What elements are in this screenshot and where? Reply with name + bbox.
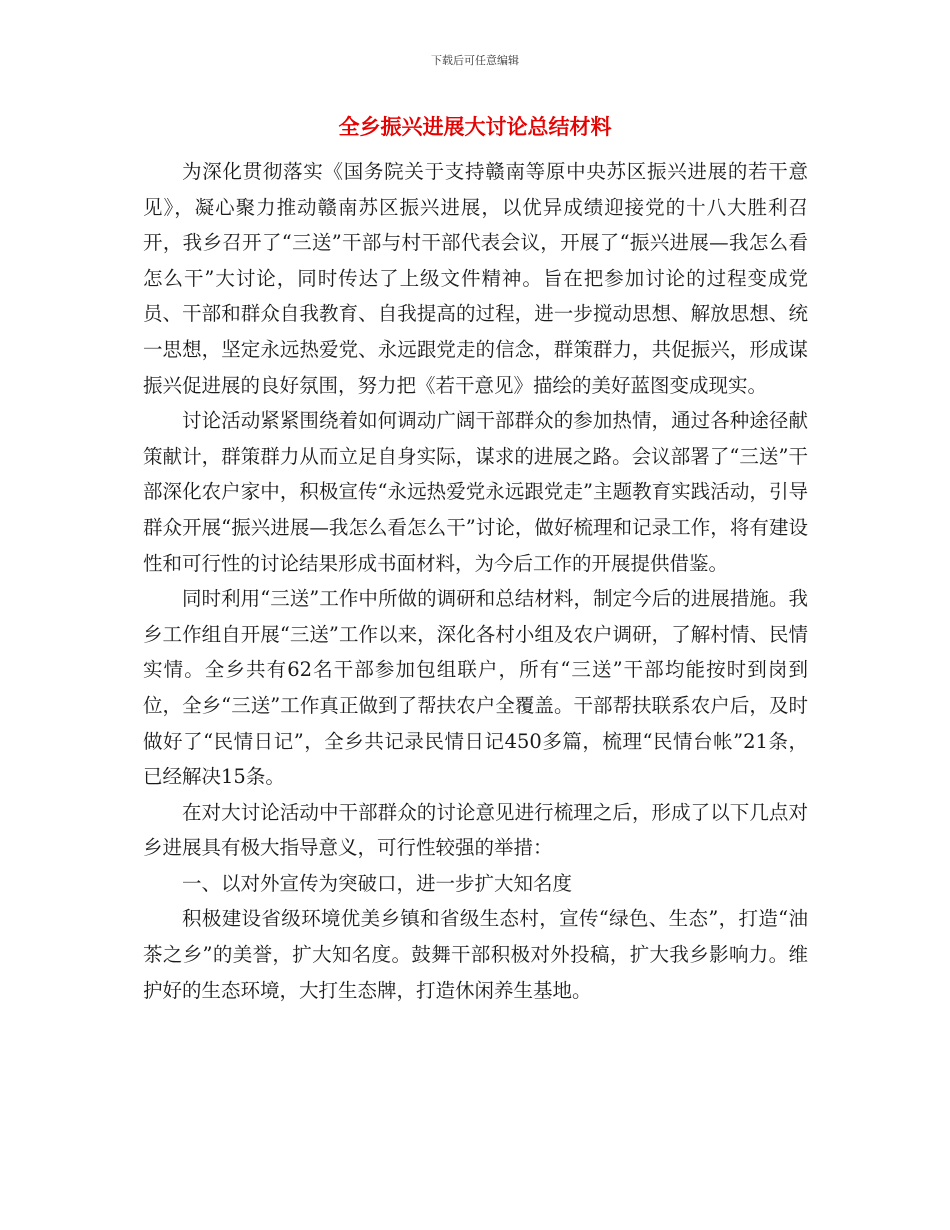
section-heading-1: 一、以对外宣传为突破口，进一步扩大知名度	[182, 871, 573, 895]
paragraph-2: 讨论活动紧紧围绕着如何调动广阔干部群众的参加热情，通过各种途径献策献计，群策群力从而立足自身实际，谋求的进展之路。会议部署了“三送”干部深化农户家中，积极宣传“永远热爱党永远跟党走”主题教育实践活动，引导群众开展“振兴进展—我怎么看怎么干”讨论，做好梳理和记录工作，将有建设性和可行性的讨论结果形成书面材料，为今后工作的开展提供借鉴。	[143, 409, 808, 575]
paragraph-5: 积极建设省级环境优美乡镇和省级生态村，宣传“绿色、生态”，打造“油茶之乡”的美誉，扩大知名度。鼓舞干部积极对外投稿，扩大我乡影响力。维护好的生态环境，大打生态牌，打造休闲养生基地。	[143, 907, 808, 1002]
paragraph-3: 同时利用“三送”工作中所做的调研和总结材料，制定今后的进展措施。我乡工作组自开展“三送”工作以来，深化各村小组及农户调研，了解村情、民情实情。全乡共有62名干部参加包组联户，所有“三送”干部均能按时到岗到位，全乡“三送”工作真正做到了帮扶农户全覆盖。干部帮扶联系农户后，及时做好了“民情日记”，全乡共记录民情日记450多篇，梳理“民情台帐”21条，已经解决15条。	[143, 587, 808, 789]
paragraph-1: 为深化贯彻落实《国务院关于支持赣南等原中央苏区振兴进展的若干意见》，凝心聚力推动赣南苏区振兴进展，以优异成绩迎接党的十八大胜利召开，我乡召开了“三送”干部与村干部代表会议，开展了“振兴进展—我怎么看怎么干”大讨论，同时传达了上级文件精神。旨在把参加讨论的过程变成党员、干部和群众自我教育、自我提高的过程，进一步搅动思想、解放思想、统一思想，坚定永远热爱党、永远跟党走的信念，群策群力，共促振兴，形成谋振兴促进展的良好氛围，努力把《若干意见》描绘的美好蓝图变成现实。	[143, 160, 808, 397]
document-title: 全乡振兴进展大讨论总结材料	[338, 114, 612, 139]
document-body	[143, 154, 808, 1008]
paragraph-4: 在对大讨论活动中干部群众的讨论意见进行梳理之后，形成了以下几点对乡进展具有极大指导意义，可行性较强的举措：	[143, 800, 808, 860]
header-note: 下载后可任意编辑	[431, 54, 519, 67]
